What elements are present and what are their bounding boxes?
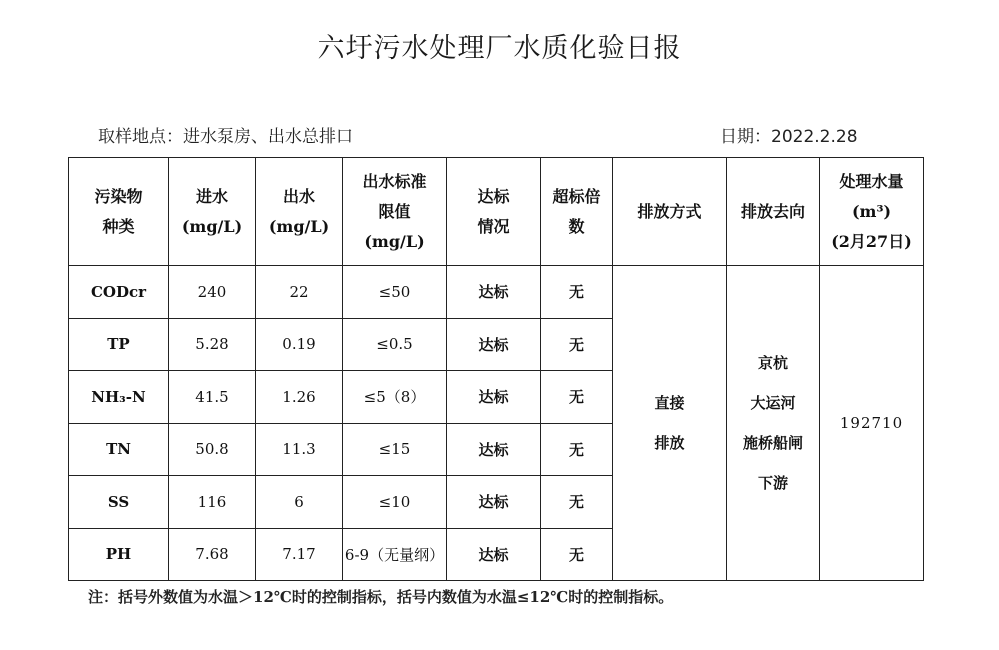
pollutant-cell: NH₃-N xyxy=(69,371,169,424)
compliance-cell: 达标 xyxy=(447,371,541,424)
outflow-cell: 0.19 xyxy=(256,318,343,371)
pollutant-cell: SS xyxy=(69,476,169,529)
outflow-cell: 22 xyxy=(256,266,343,319)
header-exceed-line1: 超标倍 xyxy=(552,186,601,206)
compliance-cell: 达标 xyxy=(447,318,541,371)
header-pollutant-line1: 污染物 xyxy=(94,186,143,206)
pollutant-cell: CODcr xyxy=(69,266,169,319)
header-inflow-line2: (mg/L) xyxy=(181,216,243,236)
header-volume-line1: 处理水量 xyxy=(839,171,904,191)
outflow-cell: 1.26 xyxy=(256,371,343,424)
header-volume xyxy=(820,158,924,266)
limit-cell: ≤10 xyxy=(343,476,447,529)
compliance-cell: 达标 xyxy=(447,266,541,319)
header-outflow-line1: 出水 xyxy=(282,186,315,206)
limit-cell: ≤15 xyxy=(343,423,447,476)
header-volume-line2: (m³) xyxy=(851,201,892,221)
exceed-cell: 无 xyxy=(541,423,613,476)
sampling-location: 取样地点：进水泵房、出水总排口 xyxy=(98,127,353,147)
report-title: 六圩污水处理厂水质化验日报 xyxy=(317,33,682,64)
treated-volume-value: 192710 xyxy=(820,266,924,581)
report-date: 日期：2022.2.28 xyxy=(720,127,858,147)
discharge-direction-cell xyxy=(727,266,820,581)
header-exceed-line2: 数 xyxy=(568,216,585,236)
header-pollutant-line2: 种类 xyxy=(102,216,135,236)
inflow-cell: 50.8 xyxy=(169,423,256,476)
header-discharge-method: 排放方式 xyxy=(613,158,727,266)
inflow-cell: 116 xyxy=(169,476,256,529)
compliance-cell: 达标 xyxy=(447,423,541,476)
header-limit-line3: (mg/L) xyxy=(364,231,425,251)
limit-cell: ≤5（8） xyxy=(343,371,447,424)
discharge-method-line2: 排放 xyxy=(654,434,685,452)
exceed-cell: 无 xyxy=(541,476,613,529)
pollutant-cell: TP xyxy=(69,318,169,371)
limit-cell: 6-9（无量纲） xyxy=(343,528,447,581)
water-quality-table xyxy=(68,157,924,581)
header-inflow-line1: 进水 xyxy=(195,186,228,206)
inflow-cell: 5.28 xyxy=(169,318,256,371)
inflow-cell: 7.68 xyxy=(169,528,256,581)
header-limit-line1: 出水标准 xyxy=(362,171,427,191)
table-header-row xyxy=(69,158,924,266)
header-limit-line2: 限值 xyxy=(378,201,411,221)
exceed-cell: 无 xyxy=(541,528,613,581)
discharge-method-cell xyxy=(613,266,727,581)
discharge-direction-line3: 施桥船闸 xyxy=(742,434,803,452)
discharge-method-line1: 直接 xyxy=(654,394,685,412)
exceed-cell: 无 xyxy=(541,318,613,371)
discharge-direction-line4: 下游 xyxy=(757,474,788,492)
header-volume-line3: (2月27日) xyxy=(831,231,912,251)
discharge-direction-line1: 京杭 xyxy=(757,354,788,372)
discharge-direction-line2: 大运河 xyxy=(750,394,796,412)
compliance-cell: 达标 xyxy=(447,476,541,529)
outflow-cell: 7.17 xyxy=(256,528,343,581)
exceed-cell: 无 xyxy=(541,266,613,319)
footnote: 注：括号外数值为水温＞12℃时的控制指标，括号内数值为水温≤12℃时的控制指标。 xyxy=(88,588,674,606)
header-inflow xyxy=(169,158,256,266)
header-outflow-line2: (mg/L) xyxy=(268,216,330,236)
header-limit xyxy=(343,158,447,266)
header-outflow xyxy=(256,158,343,266)
limit-cell: ≤50 xyxy=(343,266,447,319)
header-compliance xyxy=(447,158,541,266)
pollutant-cell: PH xyxy=(69,528,169,581)
compliance-cell: 达标 xyxy=(447,528,541,581)
inflow-cell: 240 xyxy=(169,266,256,319)
outflow-cell: 11.3 xyxy=(256,423,343,476)
limit-cell: ≤0.5 xyxy=(343,318,447,371)
pollutant-cell: TN xyxy=(69,423,169,476)
header-compliance-line2: 情况 xyxy=(477,216,510,236)
header-pollutant xyxy=(69,158,169,266)
exceed-cell: 无 xyxy=(541,371,613,424)
header-exceed xyxy=(541,158,613,266)
table-row xyxy=(69,266,924,319)
inflow-cell: 41.5 xyxy=(169,371,256,424)
header-discharge-direction: 排放去向 xyxy=(727,158,820,266)
header-compliance-line1: 达标 xyxy=(477,186,510,206)
outflow-cell: 6 xyxy=(256,476,343,529)
